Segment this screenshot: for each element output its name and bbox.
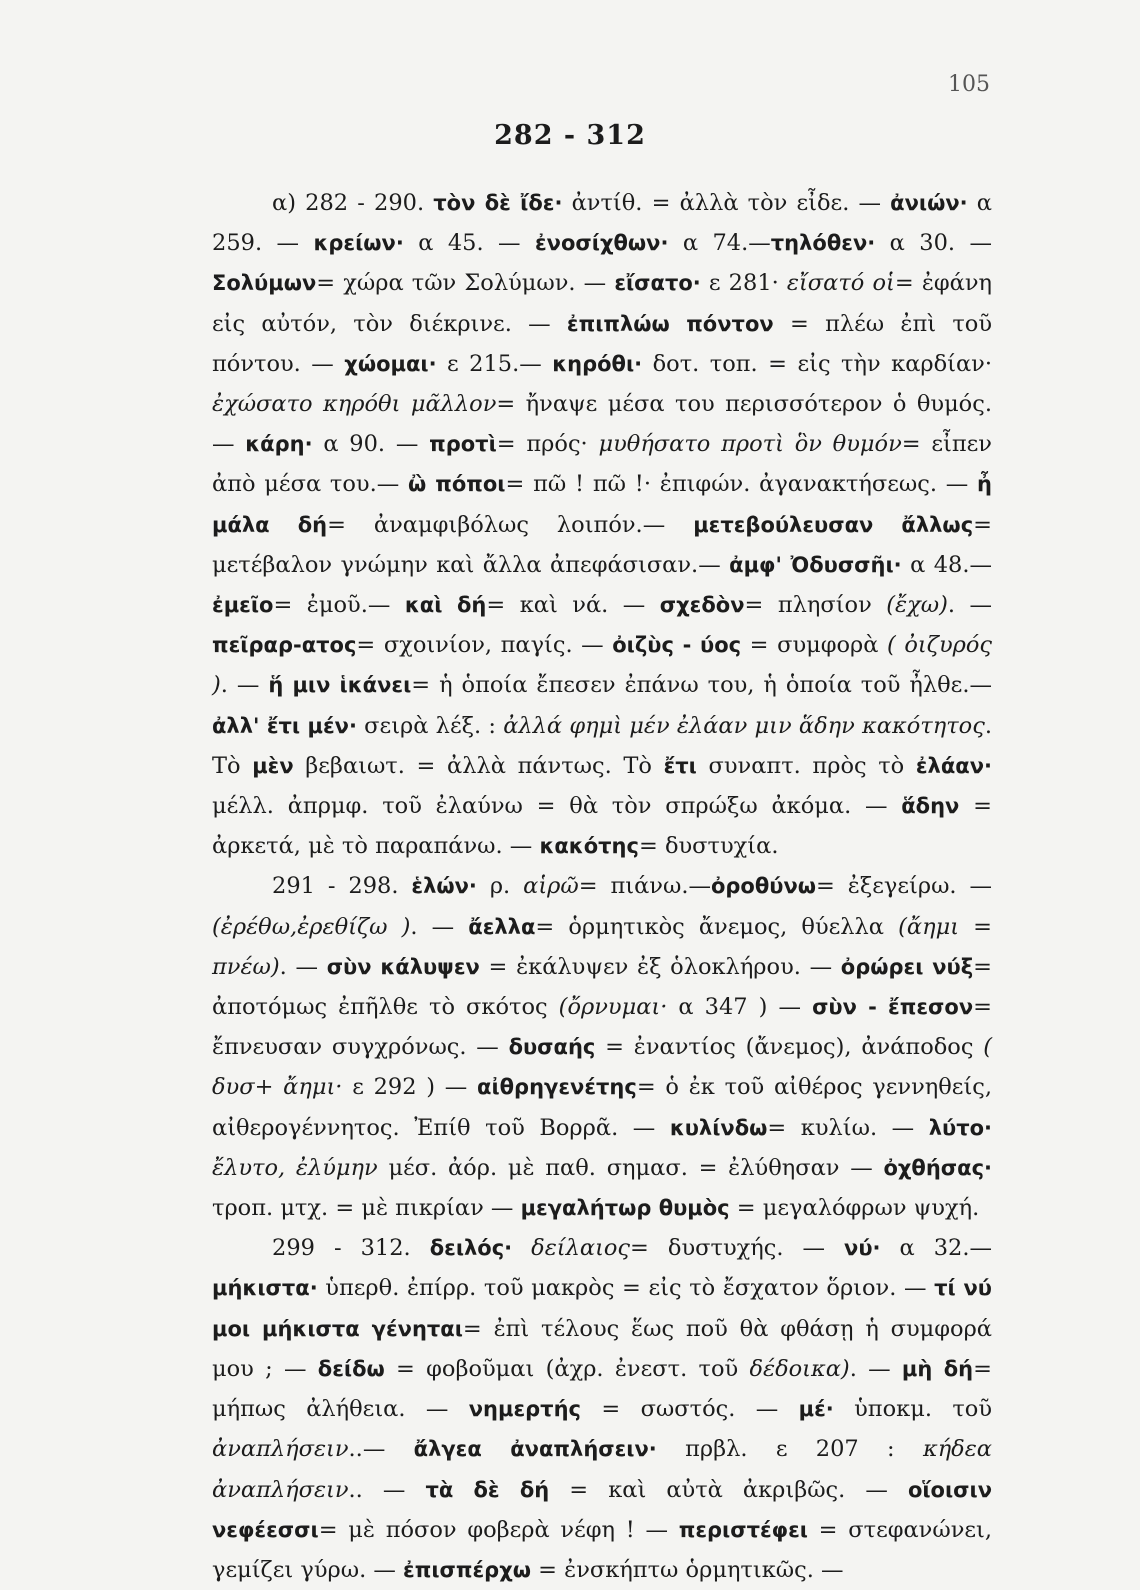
gloss-text: = ἐκάλυψεν ἐξ ὁλοκλήρου. — [479,953,841,980]
gloss-text: = στεφανώνει, γεμίζει γύρω. — [212,1516,993,1583]
commentary-paragraph [212,183,992,866]
headword: σὺν - ἔπεσον [812,995,974,1020]
gloss-text: = μὲ πόσον φοβερὰ νέφη ! — [318,1516,679,1543]
headword: λύτο· [928,1115,992,1140]
gloss-text: α 74.— [668,230,771,257]
gloss-text: = ἐξεγείρω. — [816,873,992,900]
gloss-text: = φοβοῦμαι (ἀχρ. ἐνεστ. τοῦ [384,1355,750,1382]
headword: ἄλγεα ἀναπλήσειν· [413,1437,657,1462]
headword: κυλίνδω [669,1115,768,1140]
gloss-text: = ἀποτόμως ἐπῆλθε τὸ σκότος [212,953,992,1021]
headword: σχεδὸν [659,593,745,618]
headword: τί νύ μοι μήκιστα γένηται [212,1276,992,1341]
gloss-text: = καὶ αὐτὰ ἀκριβῶς. — [549,1476,908,1503]
gloss-text: = δυστυχής. — [630,1235,845,1262]
gloss-text: = σχοινίον, παγίς. — [356,632,613,659]
headword: καὶ δή [404,593,487,618]
gloss-text: = πλησίον [744,592,887,619]
gloss-text: ..— [348,1436,414,1463]
gloss-text: = χώρα τῶν Σολύμων. — [316,270,615,297]
quoted-phrase: ἀναπλήσειν [212,1436,349,1463]
gloss-text: α 90. — [312,431,430,458]
section-heading: 282 - 312 [494,120,646,151]
headword: περιστέφει [678,1517,808,1542]
gloss-text: = συμφορὰ [741,632,888,659]
gloss-text: = δυστυχία. [638,833,779,860]
gloss-text: μέσ. ἀόρ. μὲ παθ. σημασ. = ἐλύθησαν — [377,1154,884,1181]
gloss-text: τροπ. μτχ. = μὲ πικρίαν — [212,1195,521,1222]
gloss-text: ἀντίθ. = ἀλλὰ τὸν εἶδε. — [562,190,891,216]
headword: δυσαής [508,1035,596,1060]
gloss-text: = ὁρμητικὸς ἄνεμος, θύελλα [535,913,899,940]
quoted-phrase: (ἄημι = πνέω) [212,913,992,980]
gloss-text: = πρός· [496,431,599,458]
commentary-paragraph [212,1228,992,1590]
gloss-text: = μετέβαλον γνώμην καὶ ἄλλα ἀπεφάσισαν.— [212,511,992,578]
headword: ἐλάαν· [915,753,992,778]
headword: αἰθρηγενέτης [477,1075,637,1100]
gloss-text: = σωστός. — [580,1396,799,1423]
headword: ἐπισπέρχω [403,1557,531,1582]
headword: μὴ δή [901,1356,974,1381]
quoted-phrase: ἐχώσατο κηρόθι μᾶλλον [212,391,497,418]
headword: μὲν [252,753,294,778]
headword: κακότης [539,834,639,859]
gloss-text: δοτ. τοπ. = εἰς τὴν καρδίαν· [642,350,993,377]
headword: ὀιζὺς - ύος [612,633,742,658]
headword: χώομαι· [344,351,437,376]
gloss-text: α 45. — [403,230,535,257]
quoted-phrase: ( ὀιζυρός ) [212,632,993,699]
headword: ὀρώρει νύξ [840,954,974,979]
headword: ἀνιών· [890,191,968,215]
headword: ἅδην [901,794,960,819]
headword: κάρη· [245,432,313,457]
headword: ἔτι [663,753,697,778]
gloss-text: = ὁ ἐκ τοῦ αἰθέρος γεννηθείς, αἰθερογέννητος. Ἐπίθ τοῦ Βορρᾶ. — [212,1074,993,1141]
gloss-text: ε 281· [700,270,787,297]
gloss-text: = ἐφάνη εἰς αὐτόν, τὸν διέκρινε. — [212,270,992,337]
gloss-text: .. — [348,1476,426,1503]
page-number: 105 [948,72,990,97]
headword: νύ· [844,1236,881,1261]
headword: ἦ μάλα δή [212,472,992,537]
gloss-text: = μήπως ἀλήθεια. — [212,1355,992,1423]
gloss-text: = εἶπεν ἀπὸ μέσα του.— [212,431,992,498]
headword: οἵοισιν νεφέεσσι [212,1477,992,1542]
gloss-text: ε 292 ) — [342,1074,478,1101]
quoted-phrase: ( δυσ+ ἄημι· [212,1034,992,1101]
gloss-text: πρβλ. ε 207 : [656,1436,923,1463]
gloss-text: . — [849,1355,902,1382]
headword: ἐπιπλώω πόντον [566,311,774,336]
headword: μέ· [798,1397,834,1422]
gloss-text: = ἤναψε μέσα του περισσότερον ὁ θυμός. — [212,391,992,458]
quoted-phrase: εἴσατό οἱ [786,270,895,297]
quoted-phrase: δείλαιος [531,1235,631,1262]
headword: Σολύμων [212,271,317,296]
gloss-text: ὑπερθ. ἐπίρρ. τοῦ μακρὸς = εἰς τὸ ἔσχατον ὅριον. — [317,1275,935,1302]
gloss-text: . — [947,592,993,619]
gloss-text: βεβαιωτ. = ἀλλὰ πάντως. Τὸ [293,752,664,779]
quoted-phrase: δέδοικα) [749,1355,850,1382]
headword: ἀμφ' Ὀδυσσῆι· [729,552,902,577]
gloss-text: ε 215.— [436,350,553,377]
verse-range: 291 - 298. [272,873,412,900]
headword: ὢ πόποι [408,472,506,497]
gloss-text: α 347 ) — [667,994,813,1021]
headword: δείδω [317,1356,385,1381]
quoted-phrase: ἔλυτο, ἐλύμην [212,1154,378,1181]
gloss-text: = πλέω ἐπὶ τοῦ πόντου. — [212,310,992,377]
gloss-text: = πῶ ! πῶ !· ἐπιφών. ἀγανακτήσεως. — [505,471,978,498]
headword: δειλός· [429,1236,513,1261]
gloss-text: α 30. — [875,230,992,257]
gloss-text [512,1235,531,1261]
verse-range: α) 282 - 290. [272,190,434,216]
headword: κρείων· [313,231,404,256]
quoted-phrase: κήδεα ἀναπλήσειν [212,1436,992,1503]
gloss-text: συναπτ. πρὸς τὸ [696,752,916,779]
gloss-text: = ἀρκετά, μὲ τὸ παραπάνω. — [212,793,992,860]
quoted-phrase: ἀλλά φημὶ μέν ἐλάαν μιν ἅδην κακότητος [503,712,985,739]
commentary-paragraph [212,866,992,1228]
gloss-text: = μεγαλόφρων ψυχή. [729,1195,980,1222]
quoted-phrase: (ὄρνυμαι· [558,994,668,1021]
gloss-text: = ἡ ὁποία ἔπεσεν ἐπάνω του, ἡ ὁποία τοῦ ἦλθε.— [411,672,992,699]
headword: ἥ μιν ἱκάνει [268,673,412,698]
gloss-text: . — [279,953,327,980]
gloss-text: = ἐνσκήπτω ὁρμητικῶς. — [531,1556,844,1583]
quoted-phrase: μυθήσατο προτὶ ὃν θυμόν [598,431,902,458]
gloss-text: = καὶ νά. — [486,592,660,619]
headword: κηρόθι· [552,351,643,376]
gloss-text: α 32.— [880,1235,993,1262]
headword: τὰ δὲ δή [425,1477,550,1502]
headword: μεγαλήτωρ θυμὸς [520,1196,730,1221]
headword: πεῖραρ-ατος [212,633,357,658]
gloss-text: = ἔπνευσαν συγχρόνως. — [212,994,992,1061]
headword: προτὶ [429,432,497,457]
headword: ἄελλα [468,914,536,939]
headword: εἴσατο· [614,271,701,296]
quoted-phrase: (ἐρέθω,ἐρεθίζω ) [212,913,411,940]
gloss-text: = πιάνω.— [578,873,711,900]
gloss-text: α 259. — [212,190,992,257]
gloss-text: . — [410,913,469,940]
headword: τηλόθεν· [770,231,876,256]
gloss-text: = ἐναντίος (ἄνεμος), ἀνάποδος [595,1034,984,1061]
headword: ὀροθύνω [710,874,817,899]
headword: σὺν κάλυψεν [326,954,480,979]
gloss-text: . — [220,672,269,699]
gloss-text: = ἐπὶ τέλους ἕως ποῦ θὰ φθάσῃ ἡ συμφορά μου ; — [212,1315,992,1382]
commentary-body [212,183,992,1590]
headword: νημερτής [468,1397,581,1422]
gloss-text: μέλλ. ἀπρμφ. τοῦ ἐλαύνω = θὰ τὸν σπρώξω ἀκόμα. — [212,793,902,820]
headword: ὀχθήσας· [883,1155,992,1180]
headword: ἑλών· [411,874,477,899]
gloss-text: . Τὸ [212,712,992,779]
verse-range: 299 - 312. [272,1235,430,1262]
gloss-text: = ἐμοῦ.— [273,592,405,619]
gloss-text: σειρὰ λέξ. : [356,712,504,739]
headword: ἐνοσίχθων· [534,231,669,256]
headword: ἀλλ' ἔτι μέν· [212,713,357,738]
gloss-text: α 48.— [901,551,992,578]
quoted-phrase: αἱρῶ [523,873,579,900]
headword: τὸν δὲ ἴδε· [433,191,563,215]
quoted-phrase: (ἔχω) [886,592,948,619]
headword: ἐμεῖο [212,593,274,618]
headword: μήκιστα· [212,1276,318,1301]
gloss-text: = ἀναμφιβόλως λοιπόν.— [327,511,694,538]
gloss-text: ρ. [476,873,524,900]
gloss-text: = κυλίω. — [767,1114,929,1141]
gloss-text: ὑποκμ. τοῦ [833,1396,993,1423]
headword: μετεβούλευσαν ἄλλως [693,512,974,537]
